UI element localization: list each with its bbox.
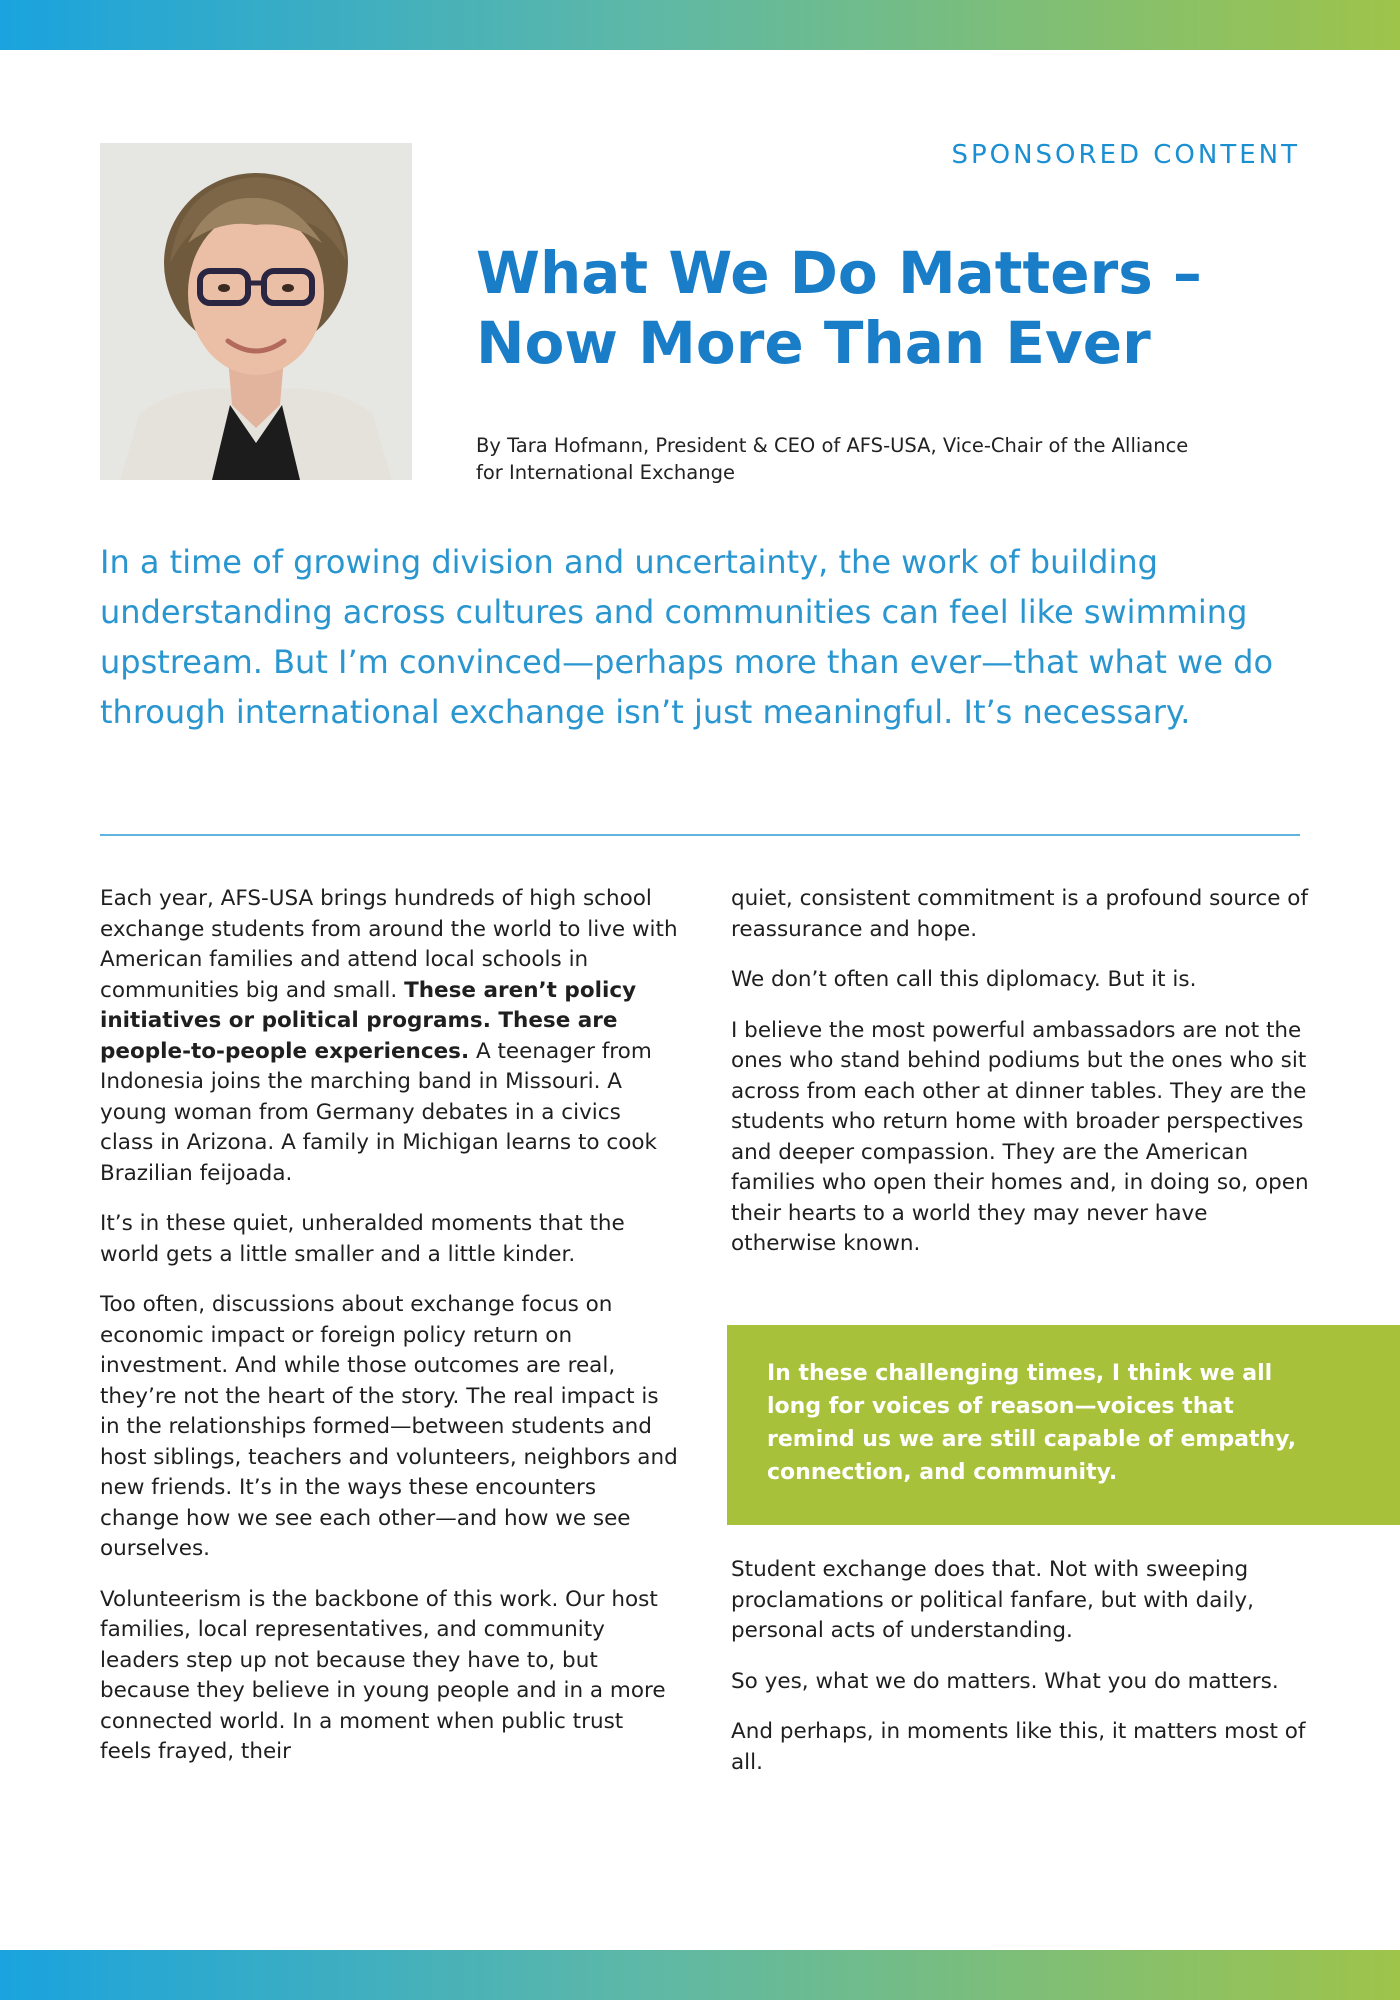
left-paragraph-3: Too often, discussions about exchange focus on economic impact or foreign policy return on investment. And while those outcomes are real, they’re not the heart of the story. The real impact is in the relationships formed—between students and host siblings, teachers and volunteers, neighbors and new friends. It’s in the ways these encounters change how we see each other—and how we see ourselves. [100,1292,678,1561]
article-title [476,238,1306,378]
title-line-1: What We Do Matters – [476,239,1202,307]
left-paragraph-4: Volunteerism is the backbone of this work. Our host families, local representatives, and community leaders step up not because they have to, but because they believe in young people and in a more connected world. In a moment when public trust feels frayed, their [100,1586,666,1764]
portrait-image [100,143,412,480]
left-p1-bold: These aren’t policy initiatives or political programs. These are people-to-people experiences. [100,977,637,1064]
bottom-gradient-band [0,1950,1400,2000]
left-column [100,884,680,1788]
left-paragraph-2: It’s in these quiet, unheralded moments that the world gets a little smaller and a little kinder. [100,1211,625,1267]
right-paragraph-3: I believe the most powerful ambassadors are not the ones who stand behind podiums but the ones who sit across from each other at dinner tables. They are the students who return home with broader perspectives and deeper compassion. They are the American families who open their homes and, in doing so, open their hearts to a world they may never have otherwise known. [731,1017,1309,1256]
right-column-top [731,884,1311,1280]
title-line-2: Now More Than Ever [476,309,1151,377]
pull-quote-text: In these challenging times, I think we all long for voices of reason—voices that remind us we are still capable of empathy, connection, and community. [767,1361,1297,1485]
author-portrait [100,143,412,480]
right-paragraph-4: Student exchange does that. Not with sweeping proclamations or political fanfare, but with daily, personal acts of understanding. [731,1557,1254,1643]
byline-line-1: By Tara Hofmann, President & CEO of AFS-USA, Vice-Chair of the Alliance [476,434,1189,457]
left-paragraph-1 [100,884,680,1189]
byline [476,432,1316,486]
byline-line-2: for International Exchange [476,461,735,484]
right-paragraph-2: We don’t often call this diplomacy. But it is. [731,967,1197,992]
sponsored-content-label: SPONSORED CONTENT [951,140,1300,170]
top-gradient-band [0,0,1400,50]
left-p1-end: A teenager from Indonesia joins the marching band in Missouri. A young woman from Germany debates in a civics class in Arizona. A family in Michigan learns to cook Brazilian feijoada. [100,1038,657,1186]
section-divider [100,834,1300,836]
right-paragraph-6: And perhaps, in moments like this, it matters most of all. [731,1719,1306,1775]
left-p1-start: Each year, AFS-USA brings hundreds of high school exchange students from around the world to live with American families and attend local schools in communities big and small. [100,886,678,1003]
lede-paragraph: In a time of growing division and uncertainty, the work of building understanding across cultures and communities can feel like swimming upstream. But I’m convinced—perhaps more than ever—that what we do through international exchange isn’t just meaningful. It’s necessary. [100,543,1274,731]
right-paragraph-5: So yes, what we do matters. What you do matters. [731,1668,1279,1694]
right-paragraph-1: quiet, consistent commitment is a profound source of reassurance and hope. [731,886,1309,942]
pull-quote-box [727,1325,1400,1525]
right-column-bottom [731,1555,1311,1798]
